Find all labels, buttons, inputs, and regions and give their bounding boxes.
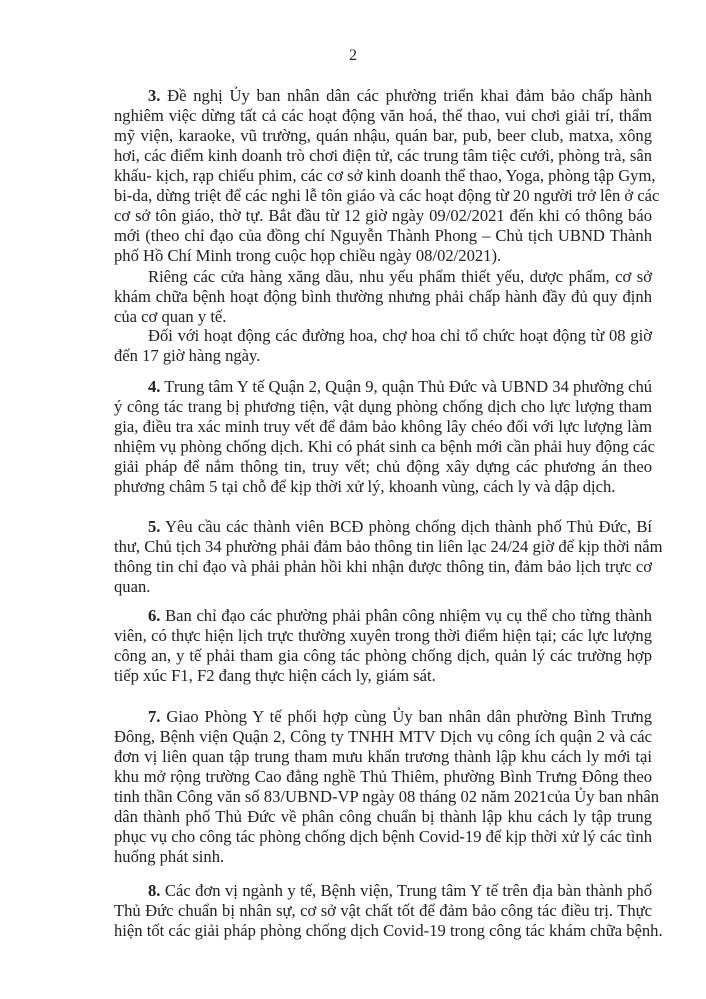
paragraph-8 bbox=[114, 881, 663, 941]
text-line: nghiêm việc dừng tất cả các hoạt động văn hoá, thể thao, vui chơi giải trí, thẩm bbox=[114, 106, 652, 125]
item-number: 4. bbox=[148, 377, 161, 396]
paragraph-3-exception bbox=[114, 267, 652, 327]
text-line: khám chữa bệnh hoạt động bình thường nhưng phải chấp hành đầy đủ quy định bbox=[114, 287, 652, 306]
text-line: công an, y tế phải tham gia công tác phòng chống dịch, quản lý các trường hợp bbox=[114, 646, 652, 665]
paragraph-5 bbox=[114, 517, 663, 597]
text-line: thông tin chỉ đạo và phải phản hồi khi nhận được thông tin, đảm bảo lịch trực cơ bbox=[114, 557, 652, 576]
text-line: 7. Giao Phòng Y tế phối hợp cùng Ủy ban nhân dân phường Bình Trưng bbox=[148, 707, 652, 726]
text-line: huống phát sinh. bbox=[114, 847, 225, 866]
text-line: Thủ Đức chuẩn bị nhân sự, cơ sở vật chất tốt để đảm bảo công tác điều trị. Thực bbox=[114, 901, 652, 920]
text-line: 4. Trung tâm Y tế Quận 2, Quận 9, quận Thủ Đức và UBND 34 phường chú bbox=[148, 377, 653, 396]
item-number: 3. bbox=[148, 86, 161, 105]
text-line: khu mở rộng trường Cao đẳng nghề Thủ Thiêm, phường Bình Trưng Đông theo bbox=[114, 767, 652, 786]
text-line: hiện tốt các giải pháp phòng chống dịch Covid-19 trong công tác khám chữa bệnh. bbox=[114, 921, 663, 940]
text-line: phục vụ cho công tác phòng chống dịch bệnh Covid-19 để kịp thời xử lý các tình bbox=[114, 827, 652, 846]
text-line: phố Hồ Chí Minh trong cuộc họp chiều ngày 08/02/2021). bbox=[114, 246, 502, 265]
text-line: dân thành phố Thủ Đức về phân công chuẩn bị thành lập khu cách ly tập trung bbox=[114, 807, 652, 826]
text-line: 5. Yêu cầu các thành viên BCĐ phòng chống dịch thành phố Thủ Đức, Bí bbox=[148, 517, 652, 536]
paragraph-6 bbox=[114, 606, 652, 686]
paragraph-3-flower-market bbox=[114, 326, 652, 366]
text-line: quan. bbox=[114, 577, 151, 596]
text-line: của cơ quan y tế. bbox=[114, 307, 227, 326]
item-number: 7. bbox=[148, 707, 161, 726]
text-line: mỹ viện, karaoke, vũ trường, quán nhậu, quán bar, pub, beer club, matxa, xông bbox=[114, 126, 652, 145]
paragraph-3 bbox=[114, 86, 660, 266]
text-line: tiếp xúc F1, F2 đang thực hiện cách ly, giám sát. bbox=[114, 666, 436, 685]
text-line: phương châm 5 tại chỗ để kịp thời xử lý, khoanh vùng, cách ly và dập dịch. bbox=[114, 477, 616, 496]
text-line: đến 17 giờ hàng ngày. bbox=[114, 346, 261, 365]
text-line: thư, Chủ tịch 34 phường phải đảm bảo thông tin liên lạc 24/24 giờ để kịp thời nắm bbox=[114, 537, 663, 556]
text-line: khấu- kịch, rạp chiếu phim, các cơ sở kinh doanh thể thao, Yoga, phòng tập Gym, bbox=[114, 166, 656, 185]
paragraph-4 bbox=[114, 377, 656, 497]
text-line: Đông, Bệnh viện Quận 2, Công ty TNHH MTV Dịch vụ công ích quận 2 và các bbox=[114, 727, 652, 746]
item-number: 6. bbox=[148, 606, 161, 625]
text-line: mới (theo chỉ đạo của đồng chí Nguyễn Thành Phong – Chủ tịch UBND Thành bbox=[114, 226, 652, 245]
text-line: Đối với hoạt động các đường hoa, chợ hoa chỉ tổ chức hoạt động từ 08 giờ bbox=[148, 326, 652, 345]
text-line: hơi, các điểm kinh doanh trò chơi điện tử, các trung tâm tiệc cưới, phòng trà, sân bbox=[114, 146, 652, 165]
page-number: 2 bbox=[349, 47, 357, 64]
text-line: bi-da, dừng triệt để các nghi lễ tôn giáo và các hoạt động từ 20 người trở lên ở các bbox=[114, 186, 660, 205]
text-line: tinh thần Công văn số 83/UBND-VP ngày 08 tháng 02 năm 2021của Ủy ban nhân bbox=[114, 787, 660, 806]
text-line: 6. Ban chỉ đạo các phường phải phân công nhiệm vụ cụ thể cho từng thành bbox=[148, 606, 652, 625]
text-line: nhiệm vụ phòng chống dịch. Khi có phát sinh ca bệnh mới cần phải huy động các bbox=[114, 437, 656, 456]
paragraph-7 bbox=[114, 707, 660, 867]
text-line: Riêng các cửa hàng xăng dầu, nhu yếu phẩm thiết yếu, dược phẩm, cơ sở bbox=[148, 267, 652, 286]
text-line: giải pháp để nắm thông tin, truy vết; chủ động xây dựng các phương án theo bbox=[114, 457, 652, 476]
text-line: cơ sở tôn giáo, thờ tự. Bắt đầu từ 12 giờ ngày 09/02/2021 đến khi có thông báo bbox=[114, 206, 652, 225]
text-line: viên, có thực hiện lịch trực thường xuyên trong thời điểm hiện tại; các lực lượng bbox=[114, 626, 652, 645]
text-line: gia, điều tra xác minh truy vết để đảm bảo không lây chéo đối với lực lượng làm bbox=[114, 417, 652, 436]
text-line: 3. Đề nghị Ủy ban nhân dân các phường triển khai đảm bảo chấp hành bbox=[148, 86, 652, 105]
text-line: 8. Các đơn vị ngành y tế, Bệnh viện, Trung tâm Y tế trên địa bàn thành phố bbox=[148, 881, 652, 900]
item-number: 8. bbox=[148, 881, 161, 900]
text-line: đơn vị liên quan tập trung tham mưu khẩn trương thành lập khu cách ly mới tại bbox=[114, 747, 652, 766]
item-number: 5. bbox=[148, 517, 161, 536]
text-line: ý công tác trang bị phương tiện, vật dụng phòng chống dịch cho lực lượng tham bbox=[114, 397, 652, 416]
